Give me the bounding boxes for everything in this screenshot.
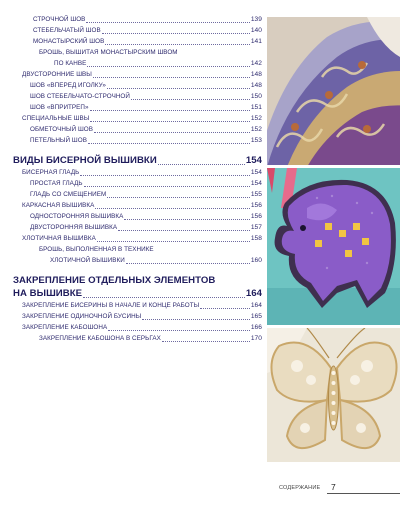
toc-entry[interactable] [13, 58, 262, 69]
toc-entry-title: ДВУСТОРОННИЕ ШВЫ [22, 71, 92, 78]
page-number: 7 [331, 482, 336, 492]
toc-entry[interactable] [13, 244, 262, 255]
toc-leader-dots [142, 319, 250, 320]
toc-leader-dots [126, 263, 250, 264]
toc-page-number: 148 [250, 71, 262, 78]
toc-entry-title: СПЕЦИАЛЬНЫЕ ШВЫ [22, 115, 90, 122]
section-gap [13, 146, 262, 154]
toc-leader-dots [105, 44, 250, 45]
section-gap [13, 266, 262, 274]
toc-leader-dots [95, 208, 249, 209]
photo-column [267, 17, 400, 462]
toc-entry-title: БРОШЬ, ВЫПОЛНЕННАЯ В ТЕХНИКЕ [39, 246, 154, 253]
toc-page-number: 160 [250, 257, 262, 264]
toc-entry-title: ПО КАНВЕ [54, 60, 87, 67]
toc-page-number: 154 [250, 180, 262, 187]
toc-entry[interactable] [13, 80, 262, 91]
toc-entry[interactable] [13, 69, 262, 80]
toc-section-heading[interactable] [13, 154, 262, 167]
toc-page-number: 151 [250, 104, 262, 111]
toc-page-number: 154 [245, 155, 262, 166]
toc-entry-title: ГЛАДЬ СО СМЕЩЕНИЕМ [30, 191, 107, 198]
toc-leader-dots [90, 121, 249, 122]
toc-leader-dots [102, 33, 250, 34]
toc-leader-dots [90, 110, 250, 111]
toc-entry[interactable] [13, 135, 262, 146]
toc-entry-title: ВИДЫ БИСЕРНОЙ ВЫШИВКИ [13, 155, 157, 166]
toc-entry[interactable] [13, 113, 262, 124]
footer-rule [327, 493, 400, 494]
toc-page-number: 142 [250, 60, 262, 67]
toc-section-heading[interactable] [13, 287, 262, 300]
toc-entry[interactable] [13, 322, 262, 333]
toc-entry[interactable] [13, 25, 262, 36]
table-of-contents [13, 14, 262, 344]
toc-page-number: 141 [250, 38, 262, 45]
toc-entry[interactable] [13, 200, 262, 211]
toc-entry-title: ЗАКРЕПЛЕНИЕ КАБОШОНА В СЕРЬГАХ [39, 335, 161, 342]
toc-entry-title: ОДНОСТОРОННЯЯ ВЫШИВКА [30, 213, 124, 220]
toc-leader-dots [200, 308, 250, 309]
footer-label: СОДЕРЖАНИЕ [279, 485, 321, 491]
toc-entry-title: БРОШЬ, ВЫШИТАЯ МОНАСТЫРСКИМ ШВОМ [39, 49, 178, 56]
toc-leader-dots [97, 241, 250, 242]
toc-entry-title: ЗАКРЕПЛЕНИЕ БИСЕРИНЫ В НАЧАЛЕ И КОНЦЕ РАБОТЫ [22, 302, 200, 309]
toc-entry[interactable] [13, 300, 262, 311]
toc-leader-dots [108, 330, 250, 331]
toc-page-number: 158 [250, 235, 262, 242]
toc-entry[interactable] [13, 333, 262, 344]
toc-leader-dots [107, 88, 250, 89]
toc-page-number: 155 [250, 191, 262, 198]
toc-leader-dots [86, 22, 249, 23]
toc-entry[interactable] [13, 14, 262, 25]
toc-entry-title: ШОВ «ВПРИТРЕП» [30, 104, 89, 111]
toc-page-number: 140 [250, 27, 262, 34]
photo-elephant-brooch [267, 168, 400, 325]
toc-leader-dots [118, 230, 250, 231]
toc-leader-dots [83, 297, 245, 298]
toc-entry-title: ШОВ СТЕБЕЛЬЧАТО-СТРОЧНОЙ [30, 93, 130, 100]
toc-entry[interactable] [13, 178, 262, 189]
toc-entry-title: ПЕТЕЛЬНЫЙ ШОВ [30, 137, 87, 144]
toc-page-number: 152 [250, 115, 262, 122]
toc-entry[interactable] [13, 167, 262, 178]
toc-leader-dots [94, 132, 250, 133]
toc-entry[interactable] [13, 189, 262, 200]
toc-page-number: 148 [250, 82, 262, 89]
toc-leader-dots [88, 143, 250, 144]
toc-page-number: 139 [250, 16, 262, 23]
toc-entry-title: НА ВЫШИВКЕ [13, 288, 83, 299]
photo-purple-embroidery [267, 17, 400, 165]
toc-entry[interactable] [13, 36, 262, 47]
toc-entry-title: КАРКАСНАЯ ВЫШИВКА [22, 202, 95, 209]
toc-section-heading[interactable] [13, 274, 262, 287]
toc-leader-dots [107, 197, 250, 198]
toc-entry-title: ЗАКРЕПЛЕНИЕ ОДИНОЧНОЙ БУСИНЫ [22, 313, 142, 320]
toc-page-number: 152 [250, 126, 262, 133]
toc-page-number: 156 [250, 202, 262, 209]
toc-entry-title: ОБМЕТОЧНЫЙ ШОВ [30, 126, 93, 133]
toc-entry-title: ДВУСТОРОННЯЯ ВЫШИВКА [30, 224, 118, 231]
toc-page-number: 150 [250, 93, 262, 100]
toc-page-number: 154 [250, 169, 262, 176]
toc-entry[interactable] [13, 233, 262, 244]
toc-leader-dots [93, 77, 250, 78]
toc-entry-title: ХЛОТИЧНАЯ ВЫШИВКА [22, 235, 96, 242]
toc-entry[interactable] [13, 211, 262, 222]
toc-entry-title: ХЛОТИЧНОЙ ВЫШИВКИ [50, 257, 125, 264]
toc-entry-title: СТРОЧНОЙ ШОВ [33, 16, 86, 23]
toc-leader-dots [84, 186, 250, 187]
toc-entry-title: МОНАСТЫРСКИЙ ШОВ [33, 38, 105, 45]
toc-entry-title: БИСЕРНАЯ ГЛАДЬ [22, 169, 80, 176]
toc-leader-dots [162, 341, 250, 342]
toc-leader-dots [124, 219, 249, 220]
toc-entry-title: ЗАКРЕПЛЕНИЕ КАБОШОНА [22, 324, 108, 331]
toc-entry[interactable] [13, 47, 262, 58]
toc-entry[interactable] [13, 255, 262, 266]
toc-entry[interactable] [13, 102, 262, 113]
toc-entry-title: ПРОСТАЯ ГЛАДЬ [30, 180, 83, 187]
toc-leader-dots [131, 99, 250, 100]
toc-leader-dots [87, 66, 249, 67]
toc-page-number: 170 [250, 335, 262, 342]
photo-butterfly-brooch [267, 328, 400, 462]
toc-page-number: 166 [250, 324, 262, 331]
toc-page-number: 165 [250, 313, 262, 320]
page-footer [279, 482, 400, 494]
toc-entry[interactable] [13, 311, 262, 322]
toc-entry-title: ШОВ «ВПЕРЕД ИГОЛКУ» [30, 82, 106, 89]
toc-entry[interactable] [13, 124, 262, 135]
toc-page-number: 153 [250, 137, 262, 144]
toc-page-number: 156 [250, 213, 262, 220]
toc-entry-title: ЗАКРЕПЛЕНИЕ ОТДЕЛЬНЫХ ЭЛЕМЕНТОВ [13, 275, 216, 286]
toc-page-number: 164 [245, 288, 262, 299]
toc-entry-title: СТЕБЕЛЬЧАТЫЙ ШОВ [33, 27, 101, 34]
toc-leader-dots [80, 175, 249, 176]
toc-leader-dots [158, 164, 245, 165]
toc-page-number: 164 [250, 302, 262, 309]
toc-entry[interactable] [13, 91, 262, 102]
toc-entry[interactable] [13, 222, 262, 233]
toc-page-number: 157 [250, 224, 262, 231]
